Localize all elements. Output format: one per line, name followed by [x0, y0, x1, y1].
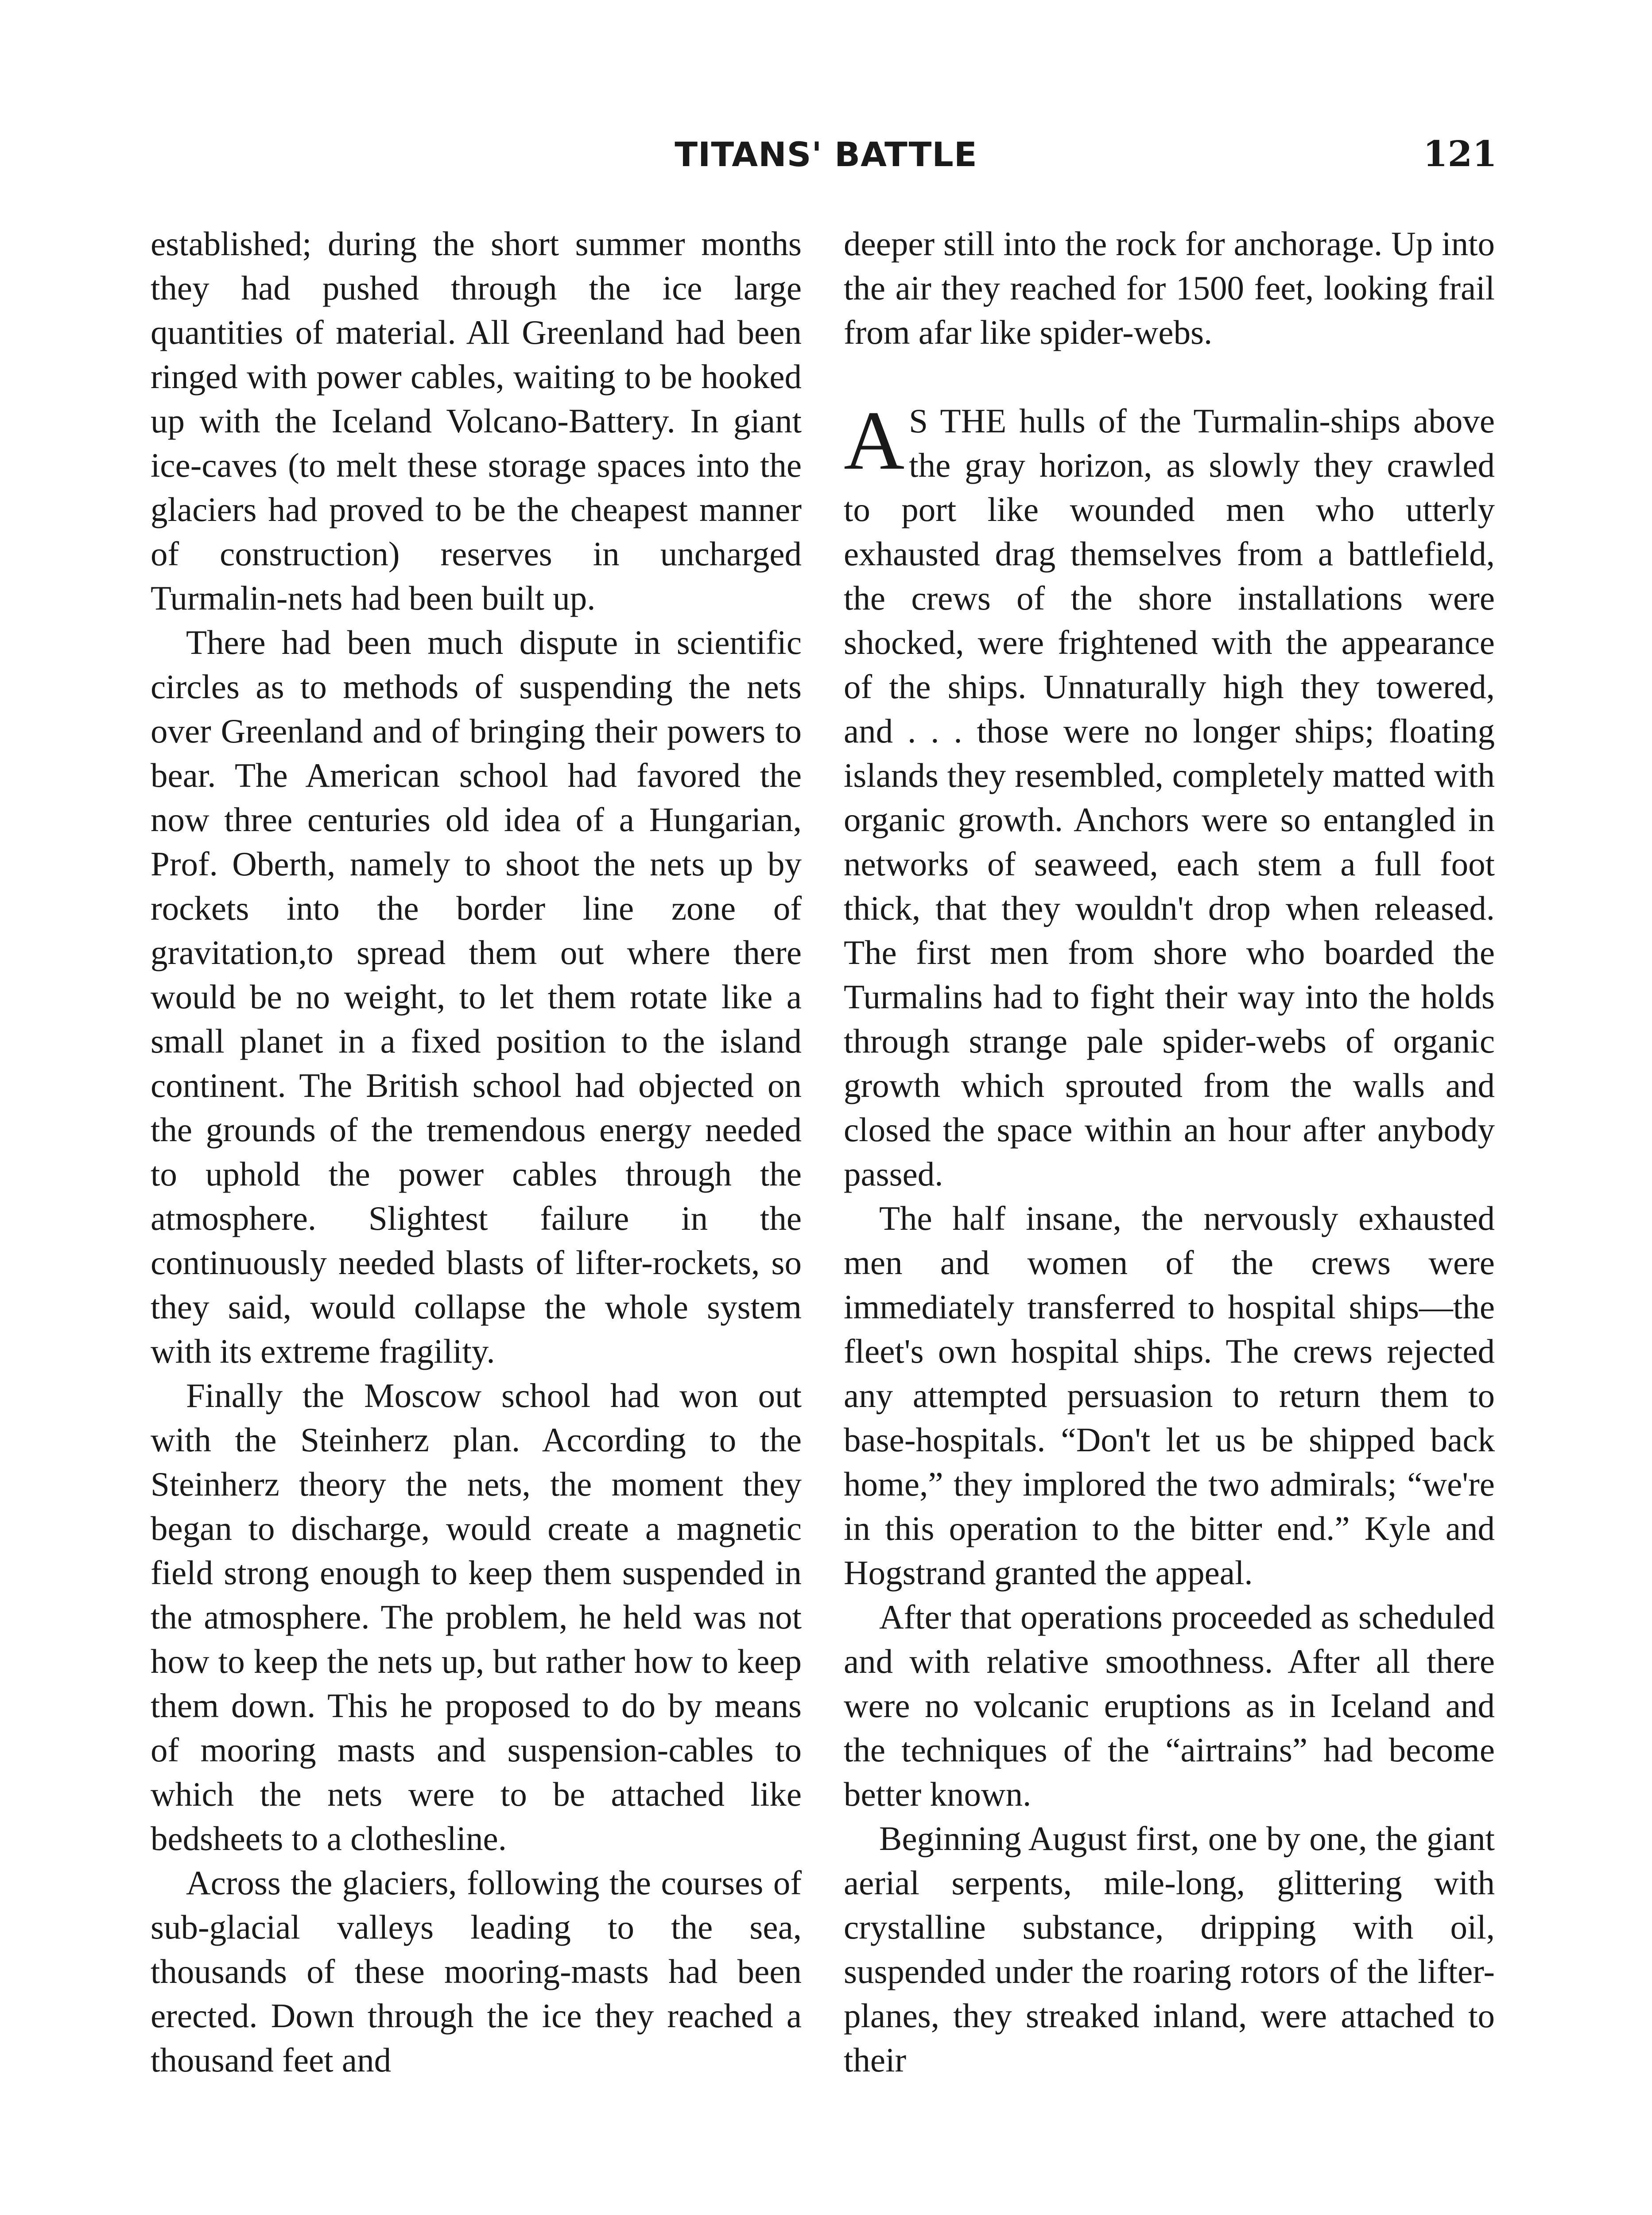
paragraph: deeper still into the rock for anchorage. Up into the air they reached for 1500 feet, looking frail from afar like spider-webs. — [844, 225, 1495, 351]
paragraph: After that operations proceeded as scheduled and with relative smoothness. After all there were no volcanic eruptions as in Iceland and the techniques of the “airtrains” had become better known. — [844, 1598, 1495, 1813]
paragraph: established; during the short summer months they had pushed through the ice large quantities of material. All Greenland had been ringed with power cables, waiting to be hooked up with the Iceland Volcano-Battery. In giant ice-caves (to melt these storage spaces into the glaciers had proved to be the cheapest manner of construction) reserves in uncharged Turmalin-nets had been built up. — [151, 225, 802, 617]
paragraph: The half insane, the nervously exhausted men and women of the crews were immediately transferred to hospital ships—the fleet's own hospital ships. The crews rejected any attempted persuasion to return them to base-hospitals. “Don't let us be shipped back home,” they implored the two admirals; “we're in this operation to the bitter end.” Kyle and Hogstrand granted the appeal. — [844, 1199, 1495, 1592]
running-title: TITANS' BATTLE — [675, 135, 977, 174]
section-opening-paragraph: AS THE hulls of the Turmalin-ships above the gray horizon, as slowly they crawled to port like wounded men who utterly exhausted drag themselves from a battlefield, the crews of the shore installations were shocked, were frightened with the appearance of the ships. Unnaturally high they towered, and . . . those were no longer ships; floating islands they resembled, completely matted with organic growth. Anchors were so entangled in networks of seaweed, each stem a full foot thick, that they wouldn't drop when released. The first men from shore who boarded the Turmalins had to fight their way into the holds through strange pale spider-webs of organic growth which sprouted from the walls and closed the space within an hour after anybody passed. — [844, 394, 1495, 1193]
right-column — [844, 222, 1495, 2082]
left-column — [151, 222, 802, 2082]
paragraph: There had been much dispute in scientific circles as to methods of suspending the nets over Greenland and of bringing their powers to bear. The American school had favored the now three centuries old idea of a Hungarian, Prof. Oberth, namely to shoot the nets up by rockets into the border line zone of gravitation,to spread them out where there would be no weight, to let them rotate like a small planet in a fixed position to the island continent. The British school had objected on the grounds of the tremendous energy needed to uphold the power cables through the atmosphere. Slightest failure in the continuously needed blasts of lifter-rockets, so they said, would collapse the whole system with its extreme fragility. — [151, 623, 802, 1370]
page-header — [0, 133, 1652, 182]
paragraph: Finally the Moscow school had won out with the Steinherz plan. According to the Steinherz theory the nets, the moment they began to discharge, would create a magnetic field strong enough to keep them suspended in the atmosphere. The problem, he held was not how to keep the nets up, but rather how to keep them down. This he proposed to do by means of mooring masts and suspension-cables to which the nets were to be attached like bedsheets to a clothesline. — [151, 1376, 802, 1857]
paragraph: Beginning August first, one by one, the giant aerial serpents, mile-long, glittering with crystalline substance, dripping with oil, suspended under the roaring rotors of the lifter-planes, they streaked inland, were attached to their — [844, 1819, 1495, 2079]
page-number: 121 — [1423, 133, 1497, 175]
paragraph: Across the glaciers, following the courses of sub-glacial valleys leading to the sea, thousands of these mooring-masts had been erected. Down through the ice they reached a thousand feet and — [151, 1864, 802, 2079]
